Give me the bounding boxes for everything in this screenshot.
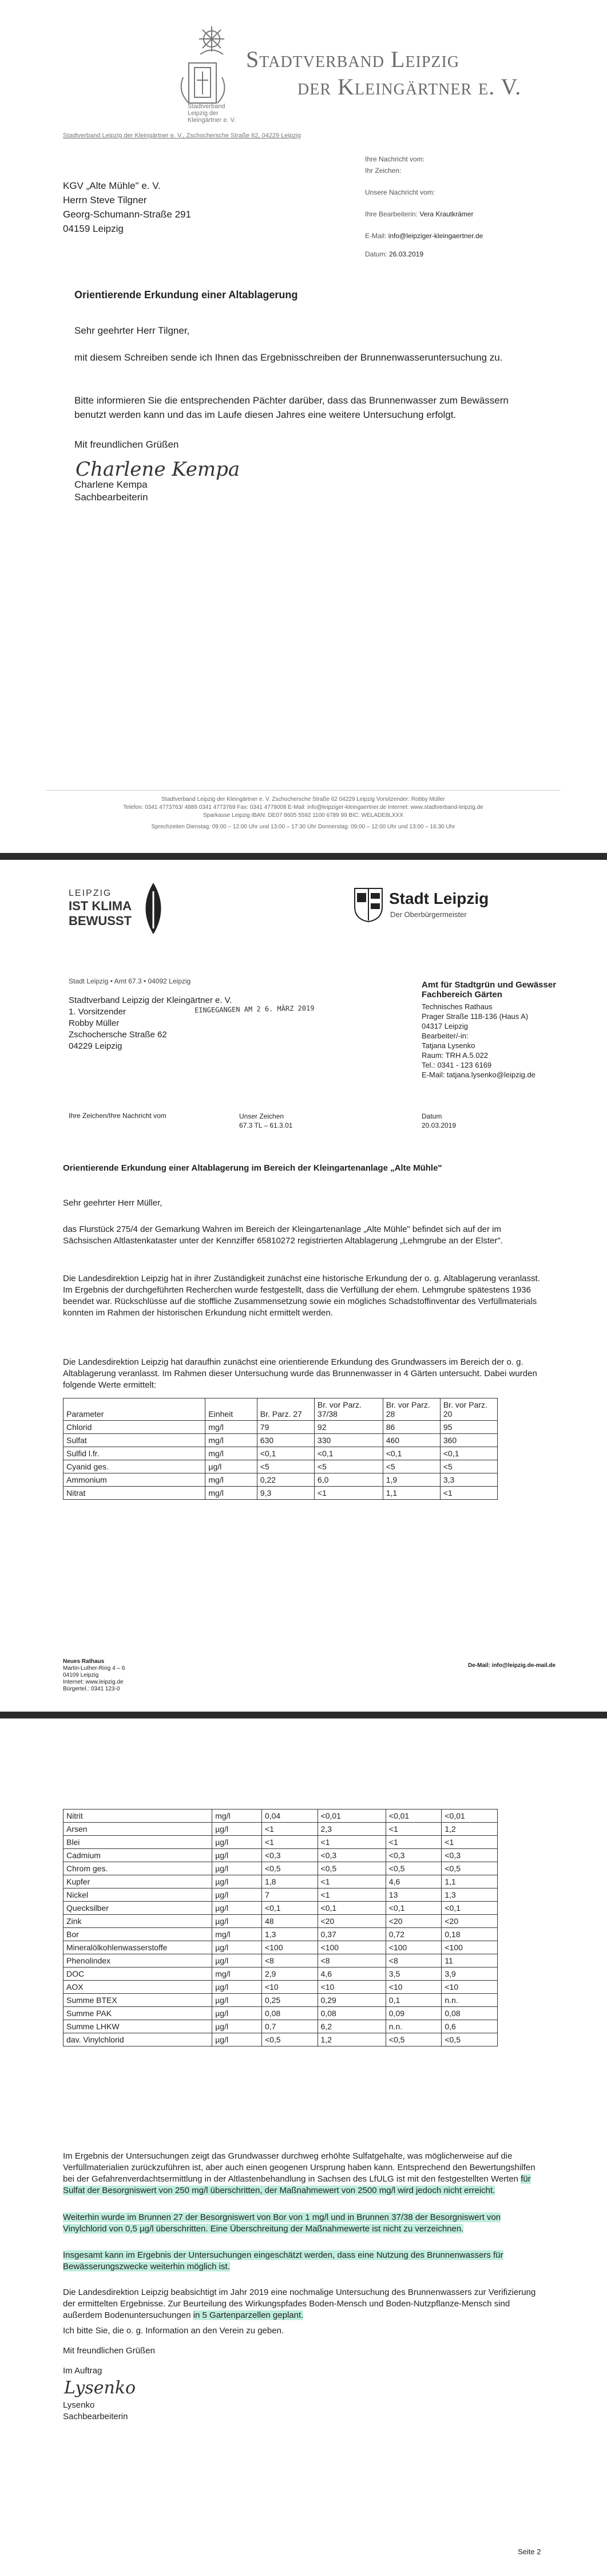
highlighted-text: Weiterhin wurde im Brunnen 27 der Besorgniswert von Bor von 1 mg/l und in Brunnen 37/38 der Besorgniswert von Vinylchlorid von 0,5 µg/l überschritten. Eine Überschreitung der Maßnahmewerte ist nicht zu verzeichnen.	[63, 2212, 501, 2234]
table-cell: <10	[386, 1981, 442, 1994]
table-cell: <1	[386, 1823, 442, 1836]
org-name-line2: der Kleingärtner e. V.	[297, 74, 522, 100]
table-cell: Summe LHKW	[64, 2020, 212, 2033]
footer-line: Sprechzeiten Dienstag: 09:00 – 12:00 Uhr und 13:00 – 17:30 Uhr Donnerstag: 09:00 – 12:00 Uhr und 13:00 – 16:30 Uhr	[151, 824, 455, 830]
table-cell: 0,29	[318, 1994, 386, 2007]
table-cell: <1	[261, 1823, 318, 1836]
table-cell: µg/l	[212, 1888, 262, 1902]
table-cell: 0,7	[261, 2020, 318, 2033]
footer-line: 04109 Leipzig	[63, 1672, 99, 1678]
table-cell: Ammonium	[64, 1473, 205, 1487]
table-cell: 0,04	[261, 1809, 318, 1823]
table-cell: 1,1	[442, 1875, 498, 1888]
table-cell: <0,1	[257, 1447, 314, 1460]
table-cell: Summe PAK	[64, 2007, 212, 2020]
table-cell: <8	[261, 1954, 318, 1967]
table-cell: µg/l	[212, 1994, 262, 2007]
signer-block	[74, 479, 148, 504]
table-cell: 1,9	[383, 1473, 440, 1487]
meta-label: Ihre Bearbeiterin:	[365, 210, 418, 218]
salutation: Sehr geehrter Herr Tilgner,	[74, 325, 190, 336]
table-row	[64, 1941, 498, 1954]
letter-meta	[365, 155, 554, 259]
table-cell: µg/l	[212, 1981, 262, 1994]
table-cell: mg/l	[205, 1434, 257, 1447]
footer-line: Bürgertel.: 0341 123-0	[63, 1686, 120, 1692]
table-cell: n.n.	[386, 2020, 442, 2033]
table-row	[64, 1902, 498, 1915]
recipient-address	[63, 179, 191, 236]
table-row	[64, 1473, 498, 1487]
table-cell: 630	[257, 1434, 314, 1447]
org-name-line1: Stadtverband Leipzig	[246, 46, 460, 72]
table-cell: mg/l	[212, 1928, 262, 1941]
paragraph: Bitte informieren Sie die entsprechenden Pächter darüber, dass das Brunnenwasser zum Bewässern benutzt werden kann und das im Laufe diesen Jahres eine weitere Untersuchung erfolgt.	[74, 395, 509, 420]
table-cell: n.n.	[442, 1994, 498, 2007]
table-cell: <100	[261, 1941, 318, 1954]
table-cell: 360	[440, 1434, 497, 1447]
table-cell: <0,1	[261, 1902, 318, 1915]
closing: Mit freundlichen Grüßen	[74, 439, 179, 450]
table-cell: 1,1	[383, 1487, 440, 1500]
table-cell: µg/l	[212, 1954, 262, 1967]
table-cell: 13	[386, 1888, 442, 1902]
table-cell: µg/l	[205, 1460, 257, 1473]
kleingaertner-logo	[172, 23, 240, 124]
table-cell: 330	[314, 1434, 383, 1447]
table-cell: <10	[442, 1981, 498, 1994]
table-cell: µg/l	[212, 1941, 262, 1954]
table-cell: µg/l	[212, 1849, 262, 1862]
paragraph: das Flurstück 275/4 der Gemarkung Wahren im Bereich der Kleingartenanlage „Alte Mühle" befindet sich auf der im Sächsischen Altlastenkataster unter der Kennziffer 65810272 registrierten Altablagerung „Lehmgrube an der Elster".	[63, 1224, 503, 1246]
office-line: Prager Straße 118-136 (Haus A)	[422, 1012, 529, 1021]
table-cell: <0,01	[442, 1809, 498, 1823]
table-cell: <0,3	[318, 1849, 386, 1862]
table-cell: µg/l	[212, 1862, 262, 1875]
table-cell: <8	[386, 1954, 442, 1967]
letter-page-1	[0, 0, 607, 853]
footer-line: Internet: www.leipzig.de	[63, 1679, 124, 1685]
table-cell: <100	[318, 1941, 386, 1954]
table-cell: <0,3	[442, 1849, 498, 1862]
subject: Orientierende Erkundung einer Altablagerung	[74, 289, 298, 301]
table-row	[64, 1823, 498, 1836]
table-cell: µg/l	[212, 2020, 262, 2033]
table-body	[64, 1809, 498, 2046]
table-cell: <0,5	[386, 1862, 442, 1875]
table-cell: 1,2	[318, 2033, 386, 2046]
table-row	[64, 1967, 498, 1981]
table-cell: <1	[386, 1836, 442, 1849]
table-row	[64, 2020, 498, 2033]
office-line: 04317 Leipzig	[422, 1022, 468, 1030]
table-cell: dav. Vinylchlorid	[64, 2033, 212, 2046]
table-cell: <1	[318, 1875, 386, 1888]
table-header-cell: Einheit	[205, 1398, 257, 1421]
table-row	[64, 1447, 498, 1460]
table-row	[64, 1487, 498, 1500]
table-cell: <0,1	[314, 1447, 383, 1460]
table-row	[64, 2033, 498, 2046]
sender-line: Stadt Leipzig • Amt 67.3 • 04092 Leipzig	[69, 977, 191, 985]
ref-label: Ihre Zeichen/Ihre Nachricht vom	[69, 1112, 166, 1120]
table-row	[64, 1421, 498, 1434]
signer-role: Sachbearbeiterin	[74, 492, 148, 503]
logo-text: Stadtverband Leipzig der Kleingärtner e. V.	[188, 103, 236, 124]
table-cell: mg/l	[205, 1487, 257, 1500]
table-cell: 0,25	[261, 1994, 318, 2007]
paragraph: Ich bitte Sie, die o. g. Information an den Verein zu geben.	[63, 2326, 284, 2336]
table-cell: 79	[257, 1421, 314, 1434]
table-row	[64, 1434, 498, 1447]
table-cell: <20	[386, 1915, 442, 1928]
table-cell: µg/l	[212, 2033, 262, 2046]
table-cell: Zink	[64, 1915, 212, 1928]
table-row	[64, 1915, 498, 1928]
table-cell: 0,18	[442, 1928, 498, 1941]
table-cell: <1	[314, 1487, 383, 1500]
footer-line: Neues Rathaus	[63, 1658, 105, 1665]
table-cell: 92	[314, 1421, 383, 1434]
table-header-cell: Br. vor Parz. 37/38	[314, 1398, 383, 1421]
highlighted-text: in 5 Gartenparzellen geplant.	[193, 2310, 304, 2320]
office-line: Tatjana Lysenko	[422, 1041, 475, 1050]
table-cell: mg/l	[205, 1473, 257, 1487]
table-cell: Sulfat	[64, 1434, 205, 1447]
ref-value: 67.3 TL – 61.3.01	[239, 1121, 293, 1129]
table-cell: 3,3	[440, 1473, 497, 1487]
table-cell: 2,3	[318, 1823, 386, 1836]
table-cell: 7	[261, 1888, 318, 1902]
ref-date	[422, 1112, 456, 1130]
table-cell: 3,5	[386, 1967, 442, 1981]
footer-demail: De-Mail: info@leipzig.de-mail.de	[468, 1662, 556, 1669]
table-cell: 6,0	[314, 1473, 383, 1487]
signature: Lysenko	[64, 2378, 136, 2398]
values-table	[63, 1398, 498, 1500]
table-cell: <0,3	[386, 1849, 442, 1862]
table-row	[64, 1460, 498, 1473]
table-cell: µg/l	[212, 1915, 262, 1928]
klima-line1: LEIPZIG	[69, 888, 112, 898]
table-cell: Mineralölkohlenwasserstoffe	[64, 1941, 212, 1954]
table-cell: <0,5	[261, 1862, 318, 1875]
letter-footer	[57, 796, 549, 831]
recipient-line: 04229 Leipzig	[69, 1041, 122, 1051]
table-cell: <0,5	[442, 1862, 498, 1875]
office-line[interactable]: E-Mail: tatjana.lysenko@leipzig.de	[422, 1070, 535, 1079]
table-cell: 48	[261, 1915, 318, 1928]
signature: Charlene Kempa	[76, 458, 240, 481]
table-header-cell: Br. vor Parz. 20	[440, 1398, 497, 1421]
highlighted-text: Insgesamt kann im Ergebnis der Untersuchungen eingeschätzt werden, dass eine Nutzung des Brunnenwassers für Bewässerungszwecke weiterhin möglich ist.	[63, 2250, 503, 2271]
table-cell: Sulfid l.fr.	[64, 1447, 205, 1460]
table-cell: 460	[383, 1434, 440, 1447]
recipient-line: 04159 Leipzig	[63, 223, 124, 234]
city-sub: Der Oberbürgermeister	[390, 910, 467, 919]
table-cell: 1,2	[442, 1823, 498, 1836]
klima-logo	[69, 888, 132, 929]
meta-value: Vera Krautkrämer	[419, 210, 474, 218]
table-cell: 9,3	[257, 1487, 314, 1500]
table-cell: Kupfer	[64, 1875, 212, 1888]
table-cell: 1,8	[261, 1875, 318, 1888]
ref-value: 20.03.2019	[422, 1121, 457, 1129]
meta-label: Ihr Zeichen:	[365, 167, 402, 175]
table-cell: 0,08	[442, 2007, 498, 2020]
table-row	[64, 1994, 498, 2007]
table-cell: Nickel	[64, 1888, 212, 1902]
signer-name: Charlene Kempa	[74, 479, 148, 490]
table-cell: 2,9	[261, 1967, 318, 1981]
table-cell: <1	[318, 1888, 386, 1902]
signer-block	[63, 2400, 128, 2423]
table-header-cell: Br. vor Parz. 28	[383, 1398, 440, 1421]
table-cell: <0,1	[442, 1902, 498, 1915]
table-cell: <0,1	[383, 1447, 440, 1460]
table-cell: µg/l	[212, 1902, 262, 1915]
table-cell: <0,1	[386, 1902, 442, 1915]
meta-value: 26.03.2019	[389, 250, 424, 258]
table-cell: <10	[261, 1981, 318, 1994]
table-cell: µg/l	[212, 2007, 262, 2020]
table-cell: mg/l	[205, 1421, 257, 1434]
table-cell: <5	[440, 1460, 497, 1473]
office-line: Bearbeiter/-in:	[422, 1032, 469, 1040]
table-cell: Summe BTEX	[64, 1994, 212, 2007]
paragraph-text: Die Landesdirektion Leipzig beabsichtigt im Jahr 2019 eine nochmalige Untersuchung des Brunnenwassers zur Verifizierung der ermittelten Ergebnisse. Zur Beurteilung des Wirkungspfades Boden-Mensch und Boden-Nutzpflanze-Mensch sind außerdem Bodenuntersuchungen	[63, 2287, 536, 2320]
highlighted-text: für Sulfat der Besorgniswert von 250 mg/l überschritten, der Maßnahmewert von 2500 mg/l wird jedoch nicht erreicht.	[63, 2174, 531, 2195]
letter-page-3	[0, 1718, 607, 2576]
sender-line: Stadtverband Leipzig der Kleingärtner e. V., Zschochersche Straße 62, 04229 Leipzig	[63, 132, 301, 139]
table-cell: <1	[318, 1836, 386, 1849]
table-cell: Quecksilber	[64, 1902, 212, 1915]
recipient-line: Herrn Steve Tilgner	[63, 195, 147, 206]
table-cell: Nitrit	[64, 1809, 212, 1823]
table-cell: <100	[442, 1941, 498, 1954]
page-number: Seite 2	[518, 2547, 541, 2556]
table-cell: 0,37	[318, 1928, 386, 1941]
footer-line: Telefon: 0341 4773763/ 4889 0341 4773769 Fax: 0341 4779008 E-Mail: info@leipziger-kleingaertner.de Internet: www.stadtverband-leipzig.de	[123, 804, 483, 811]
table-header-cell: Parameter	[64, 1398, 205, 1421]
table-cell: <100	[386, 1941, 442, 1954]
salutation: Sehr geehrter Herr Müller,	[63, 1198, 162, 1208]
table-cell: <0,3	[261, 1849, 318, 1862]
table-cell: Cyanid ges.	[64, 1460, 205, 1473]
meta-value[interactable]: info@leipziger-kleingaertner.de	[388, 232, 483, 240]
table-cell: 0,6	[442, 2020, 498, 2033]
paragraph: Die Landesdirektion Leipzig hat in ihrer Zuständigkeit zunächst eine historische Erkundung der o. g. Altablagerung veranlasst. Im Ergebnis der durchgeführten Recherchen wurde festgestellt, dass die Verfüllung der ehem. Lehmgrube spätestens 1936 beendet war. Rückschlüsse auf die stoffliche Zusammensetzung sowie ein mögliches Schadstoffinventar des Verfüllmaterials konnten im Rahmen der historischen Erkundung nicht ermittelt werden.	[63, 1274, 540, 1318]
subject: Orientierende Erkundung einer Altablagerung im Bereich der Kleingartenanlage „Alte Mühle"	[63, 1163, 442, 1173]
paragraph	[63, 2287, 543, 2321]
paragraph	[63, 2151, 543, 2196]
table-cell: <0,01	[386, 1809, 442, 1823]
footer-divider	[46, 790, 561, 791]
table-row	[64, 1849, 498, 1862]
table-row	[64, 1928, 498, 1941]
table-row	[64, 1809, 498, 1823]
table-cell: <0,5	[442, 2033, 498, 2046]
table-cell: Nitrat	[64, 1487, 205, 1500]
table-row	[64, 1875, 498, 1888]
office-line: Amt für Stadtgrün und Gewässer	[422, 980, 557, 990]
table-cell: mg/l	[212, 1967, 262, 1981]
recipient-line: Zschochersche Straße 62	[69, 1030, 167, 1040]
table-row	[64, 1954, 498, 1967]
signer-role: Sachbearbeiterin	[63, 2412, 128, 2421]
recipient-line: Georg-Schumann-Straße 291	[63, 209, 191, 220]
table-cell: <1	[442, 1836, 498, 1849]
table-row	[64, 1836, 498, 1849]
footer-line: Stadtverband Leipzig der Kleingärtner e. V. Zschochersche Straße 62 04229 Leipzig Vorsitzender: Robby Müller	[161, 796, 445, 803]
received-stamp: EINGEGANGEN AM 2 6. MÄRZ 2019	[194, 1004, 315, 1014]
table-cell: <5	[383, 1460, 440, 1473]
table-row	[64, 1981, 498, 1994]
table-cell: 86	[383, 1421, 440, 1434]
recipient-line: Robby Müller	[69, 1018, 120, 1028]
table-cell: AOX	[64, 1981, 212, 1994]
table-row	[64, 2007, 498, 2020]
table-row	[64, 1862, 498, 1875]
table-cell: 0,08	[318, 2007, 386, 2020]
ref-label: Unser Zeichen	[239, 1112, 284, 1120]
meta-label: Datum:	[365, 250, 387, 258]
table-header-row	[64, 1398, 498, 1421]
klima-line2: IST KLIMA	[69, 899, 132, 913]
paragraph	[63, 2250, 543, 2273]
table-cell: 0,09	[386, 2007, 442, 2020]
table-cell: Arsen	[64, 1823, 212, 1836]
values-table-continued	[63, 1809, 498, 2046]
table-cell: <8	[318, 1954, 386, 1967]
table-cell: 6,2	[318, 2020, 386, 2033]
footer-line: Martin-Luther-Ring 4 – 6	[63, 1665, 125, 1672]
table-cell: 0,72	[386, 1928, 442, 1941]
ref-our	[239, 1112, 292, 1130]
recipient-line: KGV „Alte Mühle" e. V.	[63, 180, 161, 191]
table-cell: <1	[440, 1487, 497, 1500]
paragraph	[63, 2212, 543, 2235]
table-cell: DOC	[64, 1967, 212, 1981]
table-cell: <20	[442, 1915, 498, 1928]
klima-line3: BEWUSST	[69, 914, 132, 928]
table-cell: 0,08	[261, 2007, 318, 2020]
table-cell: µg/l	[212, 1836, 262, 1849]
im-auftrag: Im Auftrag	[63, 2366, 102, 2376]
office-line: Tel.: 0341 - 123 6169	[422, 1061, 492, 1069]
table-cell: µg/l	[212, 1823, 262, 1836]
table-cell: <0,1	[318, 1902, 386, 1915]
office-line: Technisches Rathaus	[422, 1002, 493, 1011]
table-cell: 95	[440, 1421, 497, 1434]
table-cell: <5	[257, 1460, 314, 1473]
table-cell: <10	[318, 1981, 386, 1994]
table-cell: 3,9	[442, 1967, 498, 1981]
table-cell: 1,3	[442, 1888, 498, 1902]
table-cell: mg/l	[212, 1809, 262, 1823]
table-cell: <1	[261, 1836, 318, 1849]
signer-name: Lysenko	[63, 2400, 95, 2410]
table-cell: 1,3	[261, 1928, 318, 1941]
letter-page-2	[0, 860, 607, 1712]
meta-label: E-Mail:	[365, 232, 387, 240]
city-name: Stadt Leipzig	[389, 890, 489, 907]
table-cell: <0,5	[261, 2033, 318, 2046]
city-crest-icon	[354, 887, 383, 926]
table-cell: Phenolindex	[64, 1954, 212, 1967]
table-cell: <0,1	[440, 1447, 497, 1460]
table-cell: <5	[314, 1460, 383, 1473]
paragraph: mit diesem Schreiben sende ich Ihnen das Ergebnisschreiben der Brunnenwasseruntersuchung zu.	[74, 352, 503, 363]
office-block	[422, 980, 556, 1080]
table-cell: Cadmium	[64, 1849, 212, 1862]
office-line: Fachbereich Gärten	[422, 990, 502, 999]
ref-label: Datum	[422, 1112, 442, 1120]
table-cell: 11	[442, 1954, 498, 1967]
meta-label: Ihre Nachricht vom:	[365, 155, 425, 163]
table-cell: 0,1	[386, 1994, 442, 2007]
table-cell: 4,6	[318, 1967, 386, 1981]
footer-left	[63, 1658, 125, 1693]
recipient-address	[69, 995, 232, 1052]
table-row	[64, 1888, 498, 1902]
table-body	[64, 1421, 498, 1500]
table-header-cell: Br. Parz. 27	[257, 1398, 314, 1421]
table-cell: Bor	[64, 1928, 212, 1941]
closing: Mit freundlichen Grüßen	[63, 2346, 155, 2356]
meta-label: Unsere Nachricht vom:	[365, 188, 435, 196]
table-cell: <0,5	[386, 2033, 442, 2046]
recipient-line: 1. Vorsitzender	[69, 1007, 126, 1017]
table-cell: <20	[318, 1915, 386, 1928]
leaf-icon	[143, 883, 164, 937]
table-cell: µg/l	[212, 1875, 262, 1888]
table-cell: 4,6	[386, 1875, 442, 1888]
office-line: Raum: TRH A.5.022	[422, 1051, 489, 1060]
paragraph-text: Im Ergebnis der Untersuchungen zeigt das Grundwasser durchweg erhöhte Sulfatgehalte, was möglicherweise auf die Verfüllmaterialien zurückzuführen ist, aber auch einen geogenen Ursprung haben kann. Entsprechend den Bewertungshilfen bei der Gefahrenverdachtsermittlung in der Altlastenbehandlung in Sachsen des LfULG ist mit den festgestellten Werten	[63, 2151, 535, 2184]
table-cell: <0,01	[318, 1809, 386, 1823]
table-cell: 0,22	[257, 1473, 314, 1487]
table-cell: mg/l	[205, 1447, 257, 1460]
table-cell: Chlorid	[64, 1421, 205, 1434]
table-cell: Chrom ges.	[64, 1862, 212, 1875]
table-cell: Blei	[64, 1836, 212, 1849]
recipient-line: Stadtverband Leipzig der Kleingärtner e. V.	[69, 995, 232, 1005]
paragraph: Die Landesdirektion Leipzig hat daraufhin zunächst eine orientierende Erkundung des Grundwassers im Bereich der o. g. Altablagerung veranlasst. Im Rahmen dieser Untersuchung wurde das Brunnenwasser in 4 Gärten untersucht. Dabei wurden folgende Werte ermittelt:	[63, 1357, 537, 1390]
footer-line: Sparkasse Leipzig IBAN: DE07 8605 5592 1100 6789 99 BIC: WELADE8LXXX	[203, 812, 404, 819]
table-cell: <0,5	[318, 1862, 386, 1875]
